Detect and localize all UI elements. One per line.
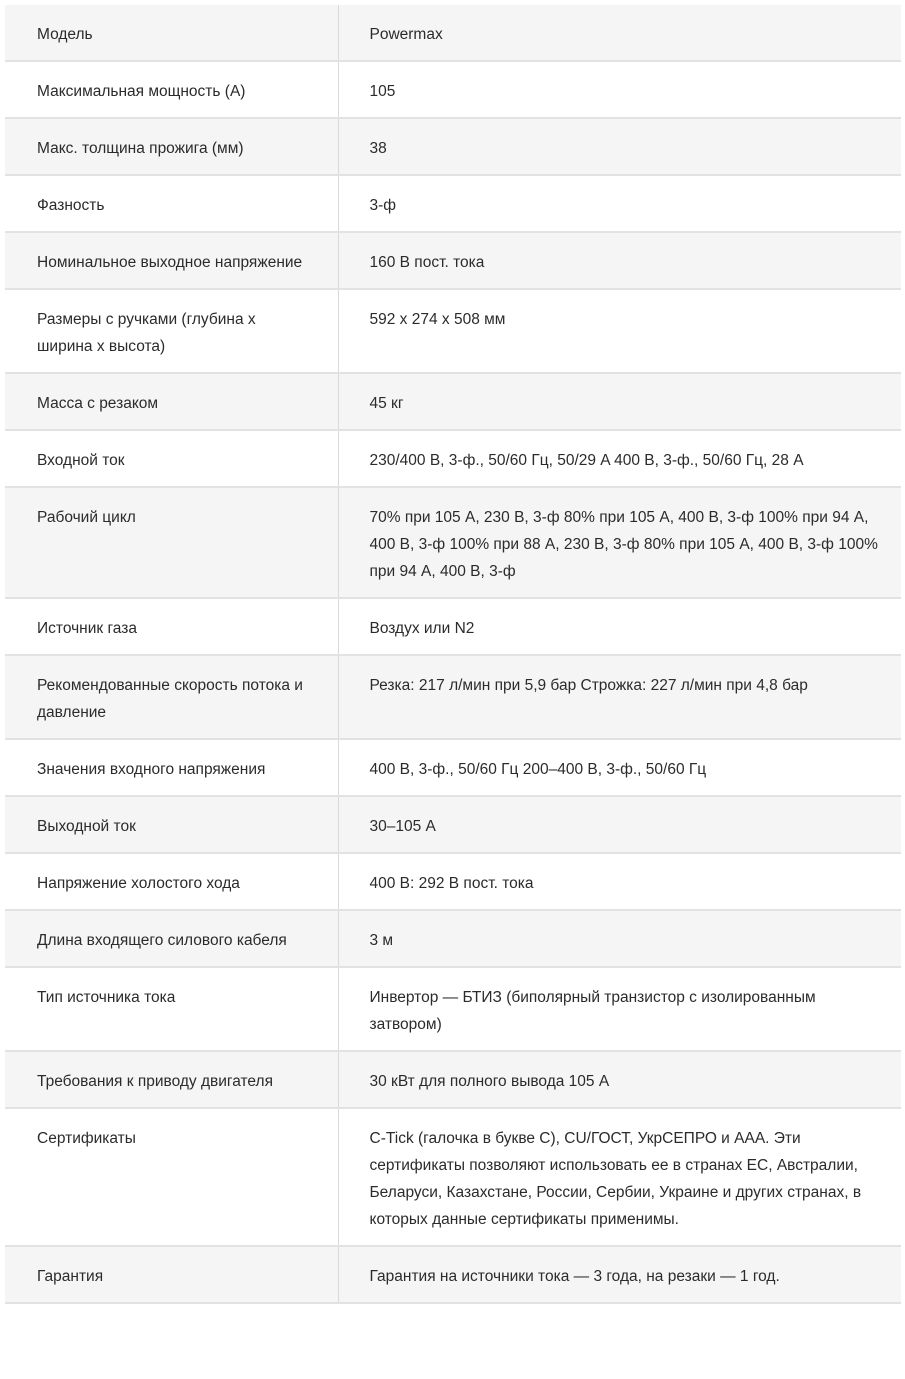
spec-value: 400 В, 3-ф., 50/60 Гц 200–400 В, 3-ф., 50/60 Гц [338,739,901,796]
spec-table [5,5,901,1304]
spec-label: Сертификаты [5,1108,338,1246]
spec-value: C-Tick (галочка в букве С), CU/ГОСТ, УкрСЕПРО и AAA. Эти сертификаты позволяют использовать ее в странах ЕС, Австралии, Беларуси, Казахстане, России, Сербии, Украине и других странах, в которых данные сертификаты применимы. [338,1108,901,1246]
spec-value: 160 В пост. тока [338,232,901,289]
spec-row-duty-cycle [5,487,901,598]
spec-row-open-circuit-voltage [5,853,901,910]
spec-row-phase [5,175,901,232]
spec-row-flow-pressure [5,655,901,739]
spec-value: Powermax [338,5,901,61]
spec-row-cable-length [5,910,901,967]
spec-value: 592 x 274 x 508 мм [338,289,901,373]
spec-row-output-current [5,796,901,853]
spec-label: Входной ток [5,430,338,487]
spec-value: 38 [338,118,901,175]
spec-label: Тип источника тока [5,967,338,1051]
spec-label: Напряжение холостого хода [5,853,338,910]
spec-label: Выходной ток [5,796,338,853]
spec-row-output-voltage [5,232,901,289]
spec-row-input-current [5,430,901,487]
spec-label: Масса с резаком [5,373,338,430]
spec-value: Воздух или N2 [338,598,901,655]
spec-row-model [5,5,901,61]
spec-row-warranty [5,1246,901,1303]
spec-value: Гарантия на источники тока — 3 года, на резаки — 1 год. [338,1246,901,1303]
spec-table-body [5,5,901,1303]
spec-label: Рабочий цикл [5,487,338,598]
spec-row-gas-source [5,598,901,655]
spec-label: Гарантия [5,1246,338,1303]
spec-row-dimensions [5,289,901,373]
spec-label: Источник газа [5,598,338,655]
spec-label: Максимальная мощность (А) [5,61,338,118]
spec-label: Длина входящего силового кабеля [5,910,338,967]
spec-row-max-thickness [5,118,901,175]
spec-value: 3 м [338,910,901,967]
spec-value: 70% при 105 A, 230 В, 3-ф 80% при 105 A, 400 В, 3-ф 100% при 94 A, 400 В, 3-ф 100% при 88 A, 230 В, 3-ф 80% при 105 A, 400 В, 3-ф 100% при 94 A, 400 В, 3-ф [338,487,901,598]
spec-label: Фазность [5,175,338,232]
spec-label: Требования к приводу двигателя [5,1051,338,1108]
spec-value: 30–105 А [338,796,901,853]
spec-row-max-power [5,61,901,118]
spec-label: Размеры с ручками (глубина x ширина x высота) [5,289,338,373]
spec-value: Инвертор — БТИЗ (биполярный транзистор с изолированным затвором) [338,967,901,1051]
spec-value: Резка: 217 л/мин при 5,9 бар Строжка: 227 л/мин при 4,8 бар [338,655,901,739]
spec-row-certificates [5,1108,901,1246]
spec-label: Значения входного напряжения [5,739,338,796]
spec-value: 45 кг [338,373,901,430]
spec-row-input-voltage [5,739,901,796]
spec-label: Модель [5,5,338,61]
spec-value: 30 кВт для полного вывода 105 А [338,1051,901,1108]
spec-row-power-source-type [5,967,901,1051]
spec-label: Номинальное выходное напряжение [5,232,338,289]
spec-value: 105 [338,61,901,118]
spec-row-engine-drive [5,1051,901,1108]
spec-value: 400 В: 292 В пост. тока [338,853,901,910]
spec-label: Рекомендованные скорость потока и давление [5,655,338,739]
spec-value: 230/400 В, 3-ф., 50/60 Гц, 50/29 A 400 В, 3-ф., 50/60 Гц, 28 A [338,430,901,487]
spec-label: Макс. толщина прожига (мм) [5,118,338,175]
spec-row-weight [5,373,901,430]
spec-value: 3-ф [338,175,901,232]
